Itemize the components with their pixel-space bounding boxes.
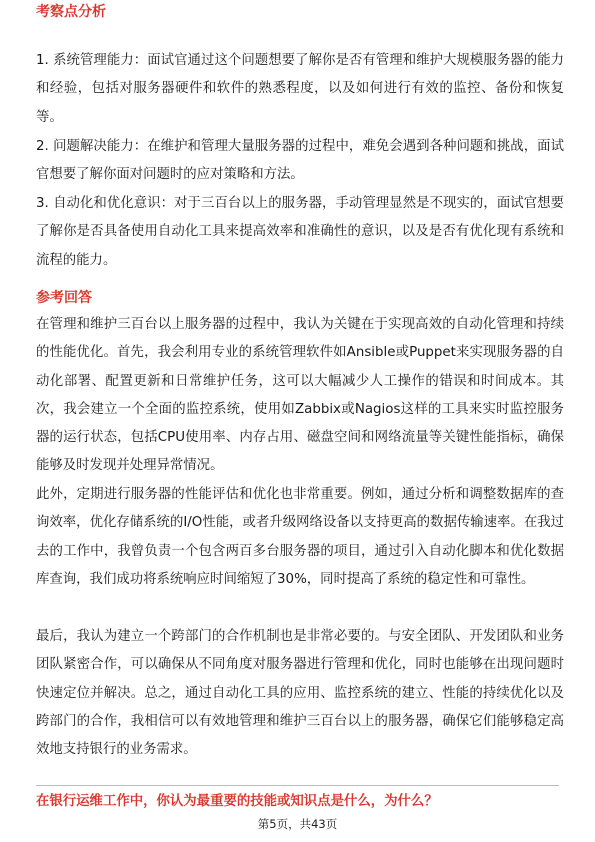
next-question: 在银行运维工作中，你认为最重要的技能或知识点是什么，为什么？ [36, 794, 438, 809]
answer-paragraph-1: 在管理和维护三百台以上服务器的过程中，我认为关键在于实现高效的自动化管理和持续的性能优化。首先，我会利用专业的系统管理软件如Ansible或Puppet来实现服务器的自动化部署、配置更新和日常维护任务，这可以大幅减少人工操作的错误和时间成本。其次，我会建立一个全面的监控系统，使用如Zabbix或Nagios这样的工具来实时监控服务器的运行状态，包括CPU使用率、内存占用、磁盘空间和网络流量等关键性能指标，确保能够及时发现并处理异常情况。 [36, 317, 564, 474]
section-title-answer: 参考回答 [36, 290, 92, 306]
answer-paragraph-3: 最后，我认为建立一个跨部门的合作机制也是非常必要的。与安全团队、开发团队和业务团队紧密合作，可以确保从不同角度对服务器进行管理和优化，同时也能够在出现问题时快速定位并解决。总之，通过自动化工具的应用、监控系统的建立、性能的持续优化以及跨部门的合作，我相信可以有效地管理和维护三百台以上的服务器，确保它们能够稳定高效地支持银行的业务需求。 [36, 629, 564, 758]
page-footer: 第5页，共43页 [257, 817, 338, 831]
analysis-point-1: 1. 系统管理能力：面试官通过这个问题想要了解你是否有管理和维护大规模服务器的能力和经验，包括对服务器硬件和软件的熟悉程度，以及如何进行有效的监控、备份和恢复等。 [36, 53, 564, 125]
section-divider [36, 785, 559, 786]
answer-paragraph-2: 此外，定期进行服务器的性能评估和优化也非常重要。例如，通过分析和调整数据库的查询效率，优化存储系统的I/O性能，或者升级网络设备以支持更高的数据传输速率。在我过去的工作中，我曾负责一个包含两百多台服务器的项目，通过引入自动化脚本和优化数据库查询，我们成功将系统响应时间缩短了30%，同时提高了系统的稳定性和可靠性。 [36, 487, 564, 587]
section-title-analysis: 考察点分析 [36, 4, 106, 20]
analysis-point-3: 3. 自动化和优化意识：对于三百台以上的服务器，手动管理显然是不现实的，面试官想要了解你是否具备使用自动化工具来提高效率和准确性的意识，以及是否有优化现有系统和流程的能力。 [36, 196, 564, 268]
analysis-point-2: 2. 问题解决能力：在维护和管理大量服务器的过程中，难免会遇到各种问题和挑战，面试官想要了解你面对问题时的应对策略和方法。 [36, 139, 564, 183]
